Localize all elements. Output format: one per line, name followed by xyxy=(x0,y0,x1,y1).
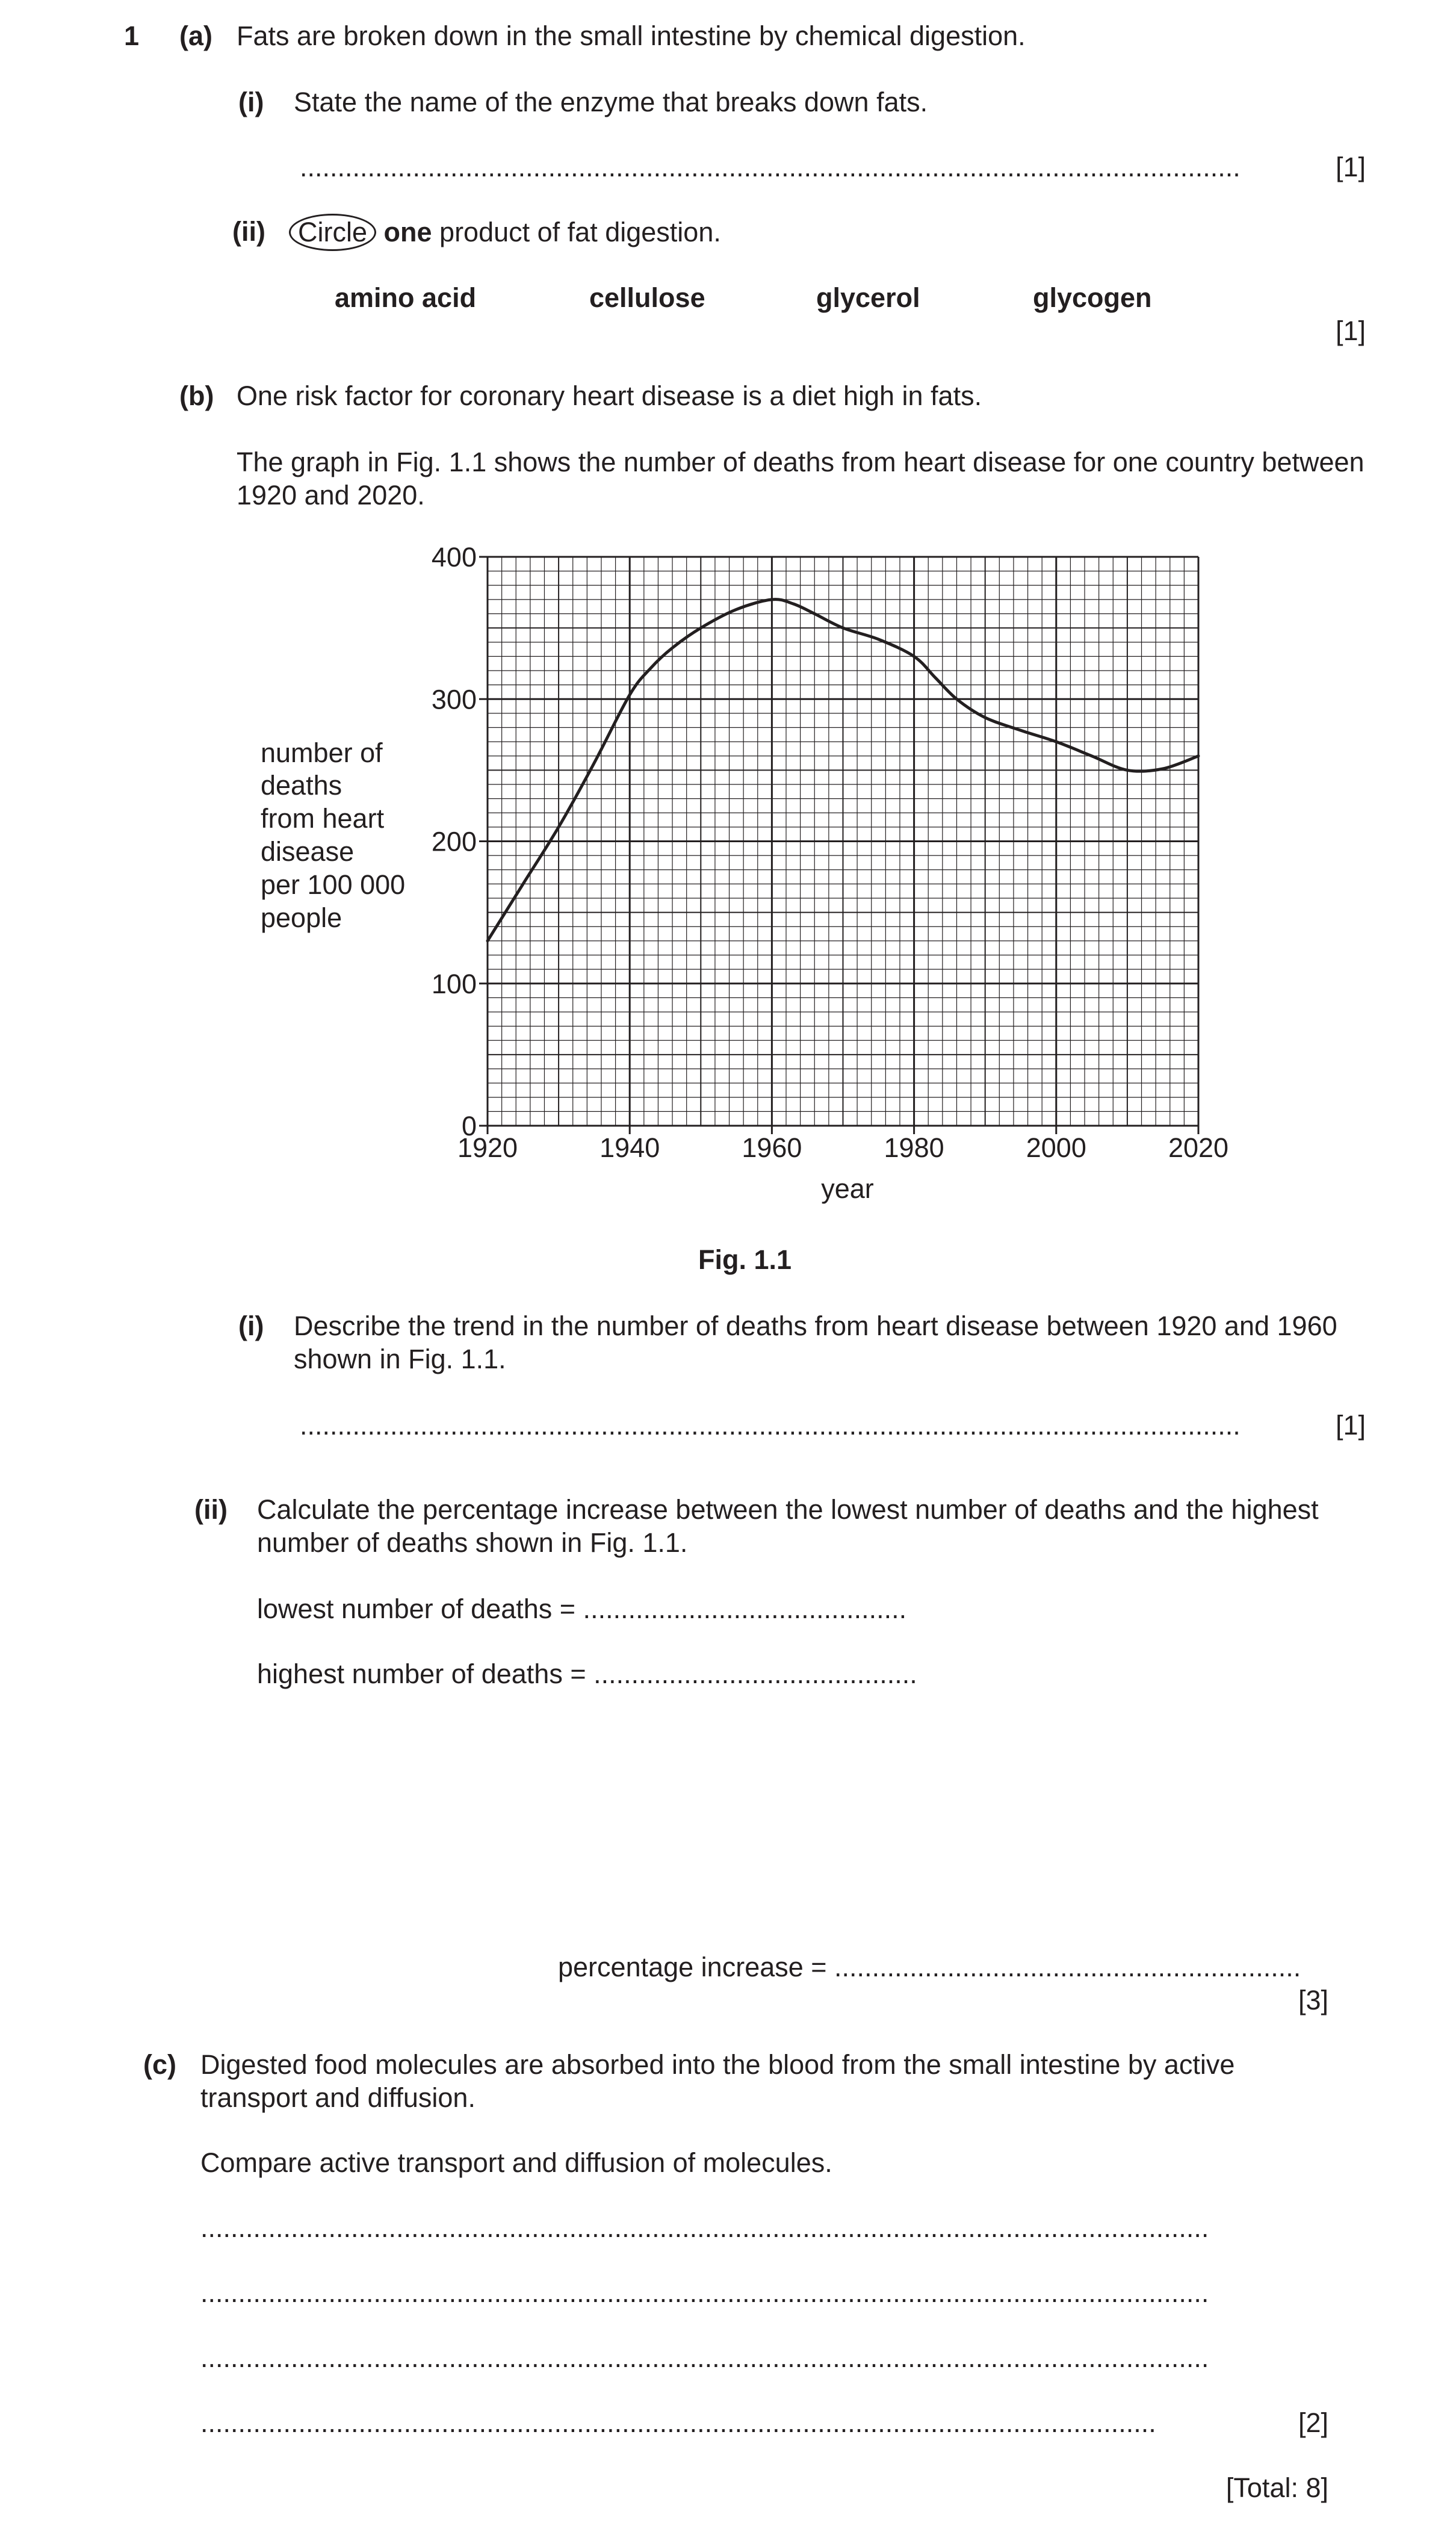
option-cellulose[interactable]: cellulose xyxy=(589,282,705,313)
highest-deaths-field[interactable]: highest number of deaths = ........................................... xyxy=(257,1658,917,1689)
x-tick-label: 1960 xyxy=(742,1132,802,1163)
option-glycerol[interactable]: glycerol xyxy=(816,282,920,313)
x-tick-label: 2000 xyxy=(1026,1132,1086,1163)
part-c-text-line2: transport and diffusion. xyxy=(200,2082,476,2113)
part-c-answer-line[interactable]: ...................................................................................................................................... xyxy=(200,2212,1209,2243)
y-axis-label-line: from heart xyxy=(261,803,385,834)
emphasis-one: one xyxy=(383,217,432,247)
y-tick-label: 200 xyxy=(431,826,477,857)
figure-caption: Fig. 1.1 xyxy=(698,1244,792,1275)
part-c-marks: [2] xyxy=(1298,2407,1328,2438)
lowest-deaths-field[interactable]: lowest number of deaths = ........................................... xyxy=(257,1593,907,1624)
option-amino-acid[interactable]: amino acid xyxy=(335,282,477,313)
x-tick-label: 1920 xyxy=(457,1132,518,1163)
part-a-i-marks: [1] xyxy=(1335,152,1366,182)
part-c-text-line1: Digested food molecules are absorbed into the blood from the small intestine by active xyxy=(200,2049,1235,2080)
part-a-ii-rest: product of fat digestion. xyxy=(432,217,721,247)
part-b-i-marks: [1] xyxy=(1335,1410,1366,1441)
part-a-stem: Fats are broken down in the small intestine by chemical digestion. xyxy=(237,20,1026,51)
circle-instruction: Circle xyxy=(289,214,376,251)
chart-x-tick-labels xyxy=(457,1132,1228,1163)
part-b-stem: One risk factor for coronary heart disease is a diet high in fats. xyxy=(237,380,982,411)
part-b-ii-text-line2: number of deaths shown in Fig. 1.1. xyxy=(257,1527,688,1558)
chart-y-axis-label xyxy=(261,737,405,933)
y-tick-label: 300 xyxy=(431,684,477,715)
part-b-intro-line2: 1920 and 2020. xyxy=(237,480,425,510)
question-number: 1 xyxy=(124,20,140,51)
chart-x-axis-label: year xyxy=(821,1173,874,1204)
part-a-ii-label: (ii) xyxy=(232,216,265,247)
part-a-label: (a) xyxy=(179,20,212,51)
part-b-intro-line1: The graph in Fig. 1.1 shows the number of deaths from heart disease for one country between xyxy=(237,447,1365,477)
part-c-prompt: Compare active transport and diffusion of molecules. xyxy=(200,2147,832,2178)
y-axis-label-line: disease xyxy=(261,836,355,867)
y-axis-label-line: per 100 000 xyxy=(261,869,406,900)
part-b-ii-text-line1: Calculate the percentage increase between the lowest number of deaths and the highest xyxy=(257,1494,1319,1525)
y-tick-label: 0 xyxy=(461,1111,477,1141)
x-tick-label: 2020 xyxy=(1168,1132,1229,1163)
part-b-ii-label: (ii) xyxy=(194,1494,228,1525)
percentage-increase-field[interactable]: percentage increase = .............................................................. xyxy=(558,1952,1301,1982)
chart-y-tick-labels xyxy=(432,542,477,1141)
part-a-i-answer-line[interactable]: ............................................................................................................................. xyxy=(300,152,1241,182)
part-b-i-text-line2: shown in Fig. 1.1. xyxy=(294,1344,506,1374)
y-axis-label-line: number of xyxy=(261,737,383,768)
part-a-i-text: State the name of the enzyme that breaks down fats. xyxy=(294,87,928,117)
total-marks: [Total: 8] xyxy=(1225,2472,1328,2503)
part-b-i-answer-line[interactable]: ............................................................................................................................. xyxy=(300,1410,1241,1441)
x-tick-label: 1940 xyxy=(599,1132,660,1163)
part-a-i-label: (i) xyxy=(238,87,264,117)
y-axis-label-line: people xyxy=(261,902,342,933)
part-a-ii-marks: [1] xyxy=(1335,315,1366,346)
option-glycogen[interactable]: glycogen xyxy=(1033,282,1152,313)
y-axis-label-line: deaths xyxy=(261,770,342,801)
x-tick-label: 1980 xyxy=(884,1132,944,1163)
part-c-answer-line[interactable]: ............................................................................................................................... xyxy=(200,2407,1156,2438)
part-b-label: (b) xyxy=(179,380,214,411)
part-c-answer-line[interactable]: ...................................................................................................................................... xyxy=(200,2342,1209,2373)
part-c-answer-line[interactable]: ...................................................................................................................................... xyxy=(200,2277,1209,2308)
y-tick-label: 100 xyxy=(431,968,477,999)
part-b-i-label: (i) xyxy=(238,1311,264,1341)
y-tick-label: 400 xyxy=(431,542,477,572)
part-b-i-text-line1: Describe the trend in the number of deaths from heart disease between 1920 and 1960 xyxy=(294,1311,1337,1341)
part-b-ii-marks: [3] xyxy=(1298,1985,1328,2015)
part-c-label: (c) xyxy=(143,2049,176,2080)
